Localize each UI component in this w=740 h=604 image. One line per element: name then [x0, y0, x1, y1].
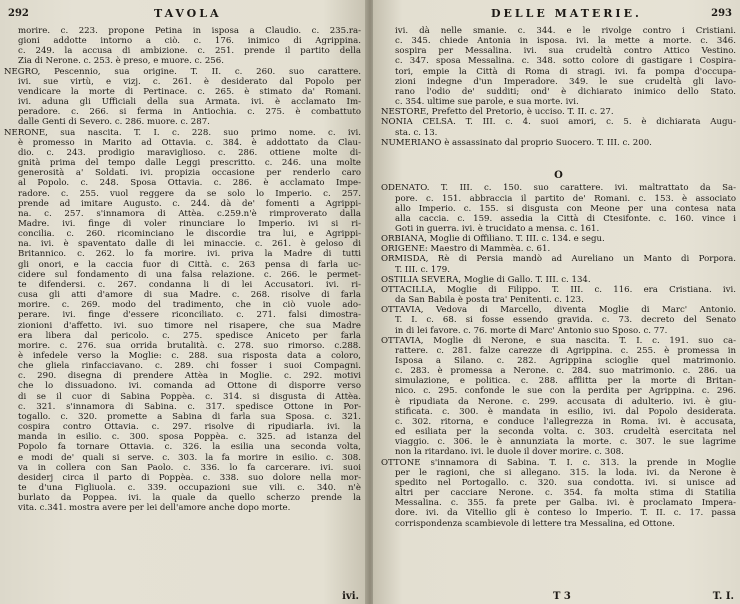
- index-line: zioni indegne d'un Imperadore. 349. le sue crudeltà gli lavo-: [395, 76, 736, 87]
- index-line: c. 302. ritorna, e conduce l'allegrezza in Roma. ivi. è accusata,: [395, 416, 736, 427]
- left-header: [4, 6, 361, 26]
- index-line: alla caccia. c. 159. assedia la Città di Ctesifonte. c. 160. vince i: [395, 213, 736, 224]
- index-line: che gliela rinfacciavano. c. 289. chi fosser i suoi Compagni.: [18, 361, 361, 372]
- index-line: perare. ivi. finge d'essere riconciliato. c. 271. falsi dimostra-: [18, 310, 361, 321]
- index-line: burlato da Poppea. ivi. la quale da quello scherzo prende la: [18, 493, 361, 504]
- index-line: altri per cacciare Nerone. c. 354. fa molta stima di Statilia: [395, 488, 736, 499]
- index-line: stificata. c. 300. è mandata in esilio, ivi. dal Popolo desiderata.: [395, 406, 736, 417]
- index-line: c. 347. sposa Messalina. c. 348. sotto colore di gastigare i Cospira-: [395, 56, 736, 67]
- index-line: nico. c. 295. confonde le sue con la perdita per Agrippina. c. 296.: [395, 386, 736, 397]
- index-line: gioni addotte intorno a ciò. c. 176. inimico di Agrippina.: [18, 36, 361, 47]
- index-line: corrispondenza scambievole di lettere tra Messalina, ed Ottone.: [395, 518, 675, 529]
- index-line: ORMISDA, Rè di Persia mandò ad Aureliano un Manto di Porpora.: [381, 254, 736, 265]
- index-line: morire. c. 276. sua orrida brutalità. c. 278. suo rimorso. c.288.: [18, 340, 361, 351]
- index-line: rano l'odio de' sudditi; ond' è dichiarato inimico dello Stato.: [395, 86, 736, 97]
- index-line: OTTAVIA, Moglie di Nerone, e sua nascita. T. I. c. 191. suo ca-: [381, 335, 736, 346]
- index-line: na. c. 257. s'innamora di Attèa. c.259.n'è rimproverato dalla: [18, 208, 361, 219]
- index-line: Popolo fa tornare Ottavia. c. 326. la esilia una seconda volta,: [18, 442, 361, 453]
- index-line: cospira contro Ottavia. c. 297. risolve di ripudiarla. ivi. la: [18, 422, 361, 433]
- right-signature-mark: T 3: [553, 591, 571, 602]
- index-line: c. 249. la accusa di ambizione. c. 251. prende il partito della: [18, 46, 361, 57]
- index-line: togallo. c. 320. promette a Sabina di farla sua Sposa. c. 321.: [18, 411, 361, 422]
- index-line: spedito nel Portogallo. c. 320. sua condotta. ivi. si unisce ad: [395, 477, 736, 488]
- index-line: c. 290. disegna di prendere Attèa in Moglie. c. 292. motivi: [18, 371, 361, 382]
- index-line: te d'una Figliuola. c. 339. occupazioni sue vili. c. 340. n'è: [18, 483, 361, 494]
- right-index-text: [381, 26, 736, 529]
- index-line: c. 345. chiede Antonia in isposa. ivi. la mette a morte. c. 346.: [395, 36, 736, 47]
- index-line: c. 321. s'innamora di Sabina. c. 317. spedisce Ottone in Por-: [18, 401, 361, 412]
- index-line: na. ivi. è spaventato dalle di lei minaccie. c. 261. è geloso di: [18, 239, 361, 250]
- index-line: vendicare la morte di Pertinace. c. 265. è stimato da' Romani.: [18, 86, 361, 97]
- index-line: peradore. c. 266. si ferma in Antiochia. c. 275. è combattuto: [18, 107, 361, 118]
- index-line: al Popolo. c. 248. Sposa Ottavia. c. 286. è acclamato Impe-: [18, 178, 361, 189]
- index-line: ivi. sue virtù, e vizj. c. 261. è desiderato dal Popolo per: [18, 76, 361, 87]
- index-line: gli onori, e la caccia fuor di Città. c. 263 pensa di farla uc-: [18, 259, 361, 270]
- index-line: NUMERIANO è assassinato dal proprio Suocero. T. III. c. 200.: [381, 137, 652, 148]
- index-line: Madre. ivi. finge di voler rinunciare lo Imperio. ivi si ri-: [18, 218, 361, 229]
- index-line: e modi de' quali si serve. c. 303. la fa morire in esilio. c. 308.: [18, 452, 361, 463]
- index-line: per le ragioni, che si allegano. 315. la loda. ivi. da Nerone è: [395, 467, 736, 478]
- index-line: morire. c. 269. modo del tradimento, che in ciò vuole ado-: [18, 300, 361, 311]
- right-header: [381, 6, 736, 26]
- index-line: che lo dissuadono. ivi. comanda ad Ottone di disporre verso: [18, 381, 361, 392]
- index-line: morire. c. 223. propone Petina in isposa a Claudio. c. 235.ra-: [18, 26, 361, 36]
- left-running-title: TAVOLA: [154, 7, 222, 20]
- index-line: [381, 158, 736, 168]
- index-line: pore. c. 151. abbraccia il partito de' Romani. c. 153. è associato: [395, 193, 736, 204]
- index-line: vita. c.341. mostra avere per lei dell'amore anche dopo morte.: [18, 503, 291, 514]
- index-line: NONIA CELSA. T. III. c. 4. suoi amori, c. 5. è dichiarata Augu-: [381, 117, 736, 128]
- index-line: [381, 148, 736, 158]
- index-line: ivi. aduna gli Ufficiali della sua Armata. ivi. è acclamato Im-: [18, 97, 361, 108]
- right-catchword: T. I.: [712, 591, 734, 602]
- index-line: in di lei favore. c. 76. morte di Marc' Antonio suo Sposo. c. 77.: [395, 325, 668, 336]
- index-line: dore. ivi. da Vitellio gli è conteso lo Imperio. T. II. c. 17. passa: [395, 508, 736, 519]
- left-page: [0, 0, 367, 604]
- index-line: Isposa a Silano. c. 282. Agrippina scioglie quel matrimonio.: [395, 356, 736, 366]
- index-line: era libera dal pericolo. c. 275. spedisce Aniceto per farla: [18, 330, 361, 341]
- section-letter: O: [554, 170, 563, 182]
- index-line: cidere sul fondamento di una falsa relazione. c. 266. le permet-: [18, 269, 361, 280]
- index-line: simulazione, e politica. c. 288. afflitta per la morte di Britan-: [395, 376, 736, 387]
- index-line: rattere. c. 281. falze carezze di Agrippina. c. 255. è promessa in: [395, 345, 736, 356]
- index-line: ed esiliata per la seconda volta. c. 303. crudeltà esercitata nel: [395, 427, 736, 438]
- index-line: allo Imperio. c. 155. si disgusta con Meone per una contesa nata: [395, 203, 736, 214]
- index-line: NESTORE, Prefetto del Pretorio, è ucciso. T. II. c. 27.: [381, 107, 614, 118]
- index-line: T. I. c. 68. si fosse essendo gravida. c. 73. decreto del Senato: [395, 315, 736, 326]
- index-line: OSTILIA SEVERA, Moglie di Gallo. T. III. c. 134.: [381, 274, 591, 285]
- index-line: c. 354. ultime sue parole, e sua morte. ivi.: [395, 97, 579, 108]
- right-page: [373, 0, 740, 604]
- index-line: NERONE, sua nascita. T. I. c. 228. suo primo nome. c. ivi.: [4, 127, 361, 138]
- index-line: sta. c. 13.: [395, 127, 438, 138]
- index-line: ivi. dà nelle smanie. c. 344. e le rivolge contro i Cristiani.: [395, 26, 736, 36]
- index-line: è promesso in Marito ad Ottavia. c. 384. è addottato da Clau-: [18, 137, 361, 148]
- left-catchword: ivi.: [342, 591, 359, 602]
- index-line: dalle Genti di Severo. c. 286. muore. c. 287.: [18, 117, 210, 128]
- left-page-number: 292: [8, 8, 29, 19]
- index-line: OTTACILLA, Moglie di Filippo. T. III. c. 116. era Cristiana. ivi.: [381, 284, 736, 295]
- left-index-text: [4, 26, 361, 514]
- index-line: c. 283. è promessa a Nerone. c. 284. suo matrimonio. c. 286. ua: [395, 366, 736, 377]
- index-line: di se il cuor di Sabina Poppèa. c. 314. si disgusta di Attèa.: [18, 391, 361, 402]
- right-running-title: DELLE MATERIE.: [491, 7, 642, 20]
- index-line: OTTAVIA, Vedova di Marcello, diventa Moglie di Marc' Antonio.: [381, 305, 736, 316]
- index-line: concilia. c. 260. ricominciano le discordie tra lui, e Agrippi-: [18, 229, 361, 240]
- index-line: va in collera con San Paolo. c. 336. lo fa carcerare. ivi. suoi: [18, 462, 361, 473]
- index-line: non la ritardano. ivi. le duole il dover morire. c. 308.: [395, 447, 624, 458]
- index-line: manda in esilio. c. 300. sposa Poppèa. c. 325. ad istanza del: [18, 432, 361, 443]
- index-line: ORIGENE: Maestro di Mammèa. c. 61.: [381, 244, 551, 255]
- index-line: viaggio. c. 306. le è annunziata la morte. c. 307. le sue lagrime: [395, 437, 736, 448]
- index-line: è ripudiata da Nerone. c. 299. accusata di adulterio. ivi. è giu-: [395, 396, 736, 407]
- index-line: gnità prima del tempo dalle Leggi prescritto. c. 246. una molte: [18, 158, 361, 169]
- index-line: zionioni d'affetto. ivi. suo timore nel risapere, che sua Madre: [18, 320, 361, 331]
- index-line: radore. c. 255. vuol reggere da se solo lo Imperio. c. 257.: [18, 188, 361, 199]
- index-line: è infedele verso la Moglie: c. 288. sua risposta data a coloro,: [18, 351, 361, 361]
- index-line: ODENATO. T. III. c. 150. suo carattere. ivi. maltrattato da Sa-: [381, 183, 736, 194]
- index-line: Zia di Nerone. c. 253. è preso, e muore. c. 256.: [18, 56, 224, 67]
- index-line: sospira per Messalina. ivi. sua crudeltà contro Attico Vestino.: [395, 46, 736, 57]
- index-line: dio. c. 243. prodigio maraviglioso. c. 286. ottiene molte di-: [18, 147, 361, 158]
- index-line: tori, empie la Città di Roma di stragi. ivi. fa pompa d'occupa-: [395, 66, 736, 77]
- index-line: NEGRO, Pescennio, sua origine. T. II. c. 260. suo carattere.: [4, 66, 361, 77]
- index-line: cusa gli atti d'amore di sua Madre. c. 268. risolve di farla: [18, 290, 361, 301]
- right-page-number: 293: [711, 8, 732, 19]
- index-line: Messalina. c. 355. fa prete per Galba. ivi. è proclamato Impera-: [395, 498, 736, 509]
- index-line: ORBIANA, Moglie di Offiliano. T. III. c. 134. e segu.: [381, 234, 605, 245]
- index-line: te difendersi. c. 267. condanna li di lei Accusatori. ivi. ri-: [18, 279, 361, 290]
- index-line: da San Babila è posta tra' Penitenti. c. 123.: [395, 295, 584, 306]
- index-line: OTTONE s'innamora di Sabina. T. I. c. 313. la prende in Moglie: [381, 457, 736, 468]
- index-line: desiderj circa il parto di Poppèa. c. 338. suo dolore nella mor-: [18, 472, 361, 483]
- index-line: generosità a' Soldati. ivi. propizia occasione per renderlo caro: [18, 168, 361, 179]
- index-line: T. III. c. 179.: [395, 264, 450, 275]
- index-line: prende ad imitare Augusto. c. 244. dà de' fomenti a Agrippi-: [18, 198, 361, 209]
- index-line: Goti in guerra. ivi. è trucidato a mensa. c. 161.: [395, 223, 600, 234]
- index-line: Britannico. c. 262. lo fa morire. ivi. priva la Madre di tutti: [18, 249, 361, 260]
